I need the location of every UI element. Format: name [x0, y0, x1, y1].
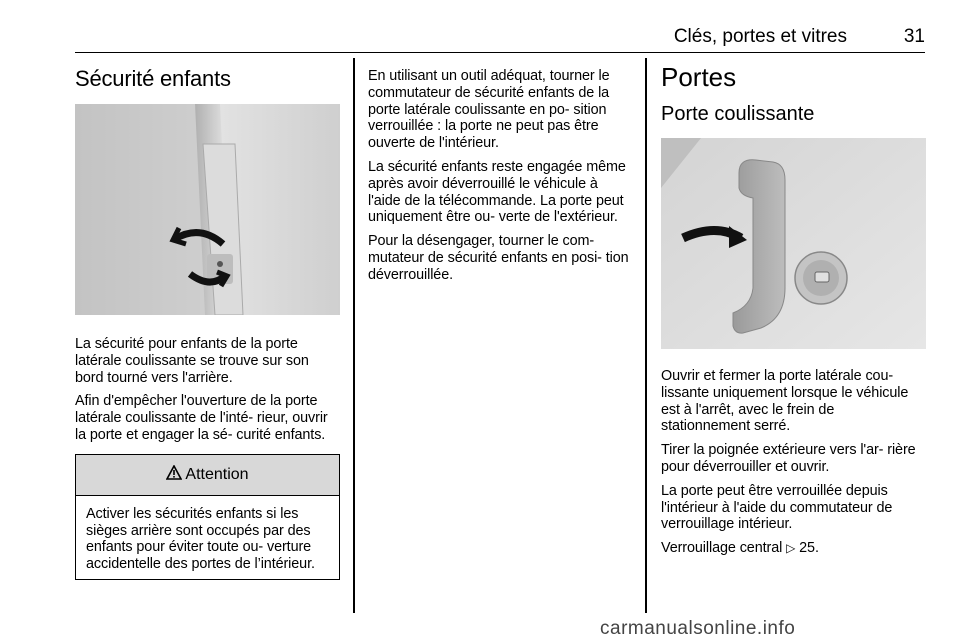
column-divider: [353, 58, 355, 613]
paragraph: Ouvrir et fermer la porte latérale cou- lissante uniquement lorsque le véhicule est à l'arrêt, avec le frein de stationnement serré.: [661, 368, 909, 435]
section-heading: Sécurité enfants: [75, 66, 231, 91]
section-subheading: Porte coulissante: [661, 103, 815, 125]
reference-text: Verrouillage central: [661, 540, 783, 557]
paragraph: La sécurité pour enfants de la porte latérale coulissante se trouve sur son bord tourné vers l'arrière.: [75, 336, 309, 386]
watermark: carmanualsonline.info: [600, 618, 796, 639]
page-number: 31: [903, 26, 925, 47]
paragraph: La sécurité enfants reste engagée même après avoir déverrouillé le véhicule à l'aide de la télécommande. La porte peut uniquement être ou- verte de l'extérieur.: [368, 158, 626, 226]
column-left: [75, 58, 341, 580]
column-middle: [368, 58, 633, 291]
paragraph-reference: [661, 540, 926, 557]
paragraph: Pour la désengager, tourner le com- mutateur de sécurité enfants en posi- tion déverrouillée.: [368, 233, 629, 283]
paragraph: Tirer la poignée extérieure vers l'ar- rière pour déverrouiller et ouvrir.: [661, 442, 916, 475]
column-divider: [645, 58, 647, 613]
warning-header: [76, 455, 339, 496]
paragraph: Afin d'empêcher l'ouverture de la porte latérale coulissante de l'inté- rieur, ouvrir la porte et engager la sé- curité enfants.: [75, 393, 328, 443]
warning-box: [75, 454, 340, 580]
page-header: [75, 26, 925, 53]
warning-title: Attention: [185, 465, 249, 483]
header-title: Clés, portes et vitres: [673, 26, 847, 47]
sliding-door-handle-illustration: [661, 138, 926, 349]
warning-text: Activer les sécurités enfants si les sièges arrière sont occupés par des enfants pour éviter toute ou- verture accidentelle des portes de l’intérieur.: [86, 505, 315, 573]
chapter-heading: Portes: [661, 62, 737, 92]
warning-triangle-icon: [166, 465, 182, 485]
paragraph: En utilisant un outil adéquat, tourner le commutateur de sécurité enfants de la porte latérale coulissante en po- sition verrouillée : la porte ne peut pas être ouverte de l'intérieur.: [368, 68, 610, 152]
warning-body: [76, 496, 339, 579]
reference-page: 25.: [799, 540, 819, 557]
child-lock-illustration: [75, 104, 340, 315]
paragraph: La porte peut être verrouillée depuis l'intérieur à l'aide du commutateur de verrouillage intérieur.: [661, 482, 893, 533]
column-right: [661, 58, 926, 564]
page-reference-arrow-icon: ▷: [786, 541, 796, 556]
